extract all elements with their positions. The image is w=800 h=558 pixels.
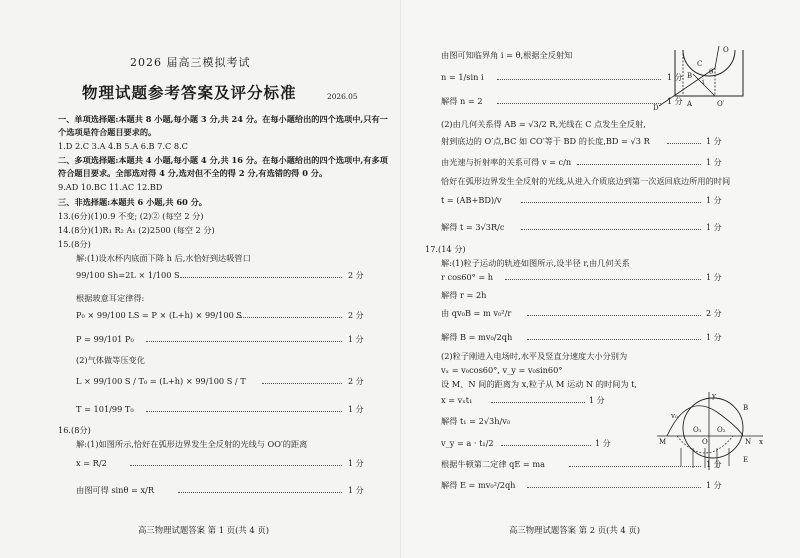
score-label: 1 分 xyxy=(706,158,722,167)
fig2-label-O1: O₁ xyxy=(693,426,702,434)
leader-line xyxy=(521,202,701,203)
q17-equation-2: 由 qv₀B = m v₀²/r xyxy=(441,308,512,318)
fig2-label-E: E xyxy=(743,456,749,464)
score-label: 1 分 xyxy=(348,405,364,414)
r-line-7: 恰好在弧形边界发生全反射的光线,从进入介质底边到第一次返回底边所用的时间 xyxy=(441,176,731,186)
q17-distance-intro: 设 M、N 间的距离为 x,粒子从 M 运动 N 的时间为 t, xyxy=(441,379,638,389)
q15-heading: 15.(8分) xyxy=(58,239,91,249)
score-label: 2 分 xyxy=(706,309,722,318)
score-label: 2 分 xyxy=(348,311,364,320)
answer-page-2 xyxy=(401,0,800,558)
q17-equation-x: x = vₓt₁ xyxy=(441,395,473,405)
score-label: 1 分 xyxy=(706,333,722,342)
fig1-label-theta: θ xyxy=(709,68,714,76)
q17-velocity-components: vₓ = v₀cos60°, v_y = v₀sin60° xyxy=(441,365,563,375)
score-label: 2 分 xyxy=(348,271,364,280)
particle-trajectory-figure xyxy=(647,388,767,472)
q17-equation-vy: v_y = a · t₁/2 xyxy=(441,438,494,448)
section2-answers: 9.AD 10.BC 11.AC 12.BD xyxy=(58,182,163,192)
score-label: 1 分 xyxy=(667,73,683,82)
fig1-label-i: i xyxy=(702,78,705,86)
fig1-label-O: O xyxy=(723,46,729,54)
section1-answers: 1.D 2.C 3.A 4.B 5.A 6.B 7.C 8.C xyxy=(58,141,188,151)
score-label: 1 分 xyxy=(667,97,683,106)
q15-equation-5: T = 101/99 T₀ xyxy=(76,404,134,414)
score-label: 1 分 xyxy=(589,396,605,405)
r-line-1: 由图可知临界角 i = θ,根据全反射知 xyxy=(441,50,573,60)
leader-line xyxy=(501,445,591,446)
leader-line xyxy=(262,383,342,384)
leader-line xyxy=(527,315,701,316)
score-label: 1 分 xyxy=(706,273,722,282)
q17-result-t1: 解得 t₁ = 2√3h/v₀ xyxy=(441,416,511,426)
q15-solution-intro: 解:(1)设水杯内底面下降 h 后,水恰好到达吸管口 xyxy=(76,253,251,263)
score-label: 1 分 xyxy=(348,459,364,468)
q14-answer: 14.(8分)(1)R₁ R₂ A₁ (2)2500 (每空 2 分) xyxy=(58,225,215,235)
fig1-label-A: A xyxy=(687,100,693,108)
leader-line xyxy=(521,229,701,230)
q17-result-B: 解得 B = mv₀/2qh xyxy=(441,332,513,342)
r-line-4: (2)由几何关系得 AB = √3/2 R,光线在 C 点发生全反射, xyxy=(441,119,646,129)
q15-equation-4: L × 99/100 S / T₀ = (L+h) × 99/100 S / T xyxy=(76,376,246,386)
score-label: 1 分 xyxy=(706,196,722,205)
q16-equation-2: 由图可得 sinθ = x/R xyxy=(76,485,154,495)
q17-equation-1: r cos60° = h xyxy=(441,272,494,282)
leader-line xyxy=(497,103,661,104)
fig2-label-M: M xyxy=(659,438,667,446)
leader-line xyxy=(527,339,701,340)
leader-line xyxy=(146,341,342,342)
r-equation-n: n = 1/sin i xyxy=(441,72,484,82)
fig2-label-v0: v₀ xyxy=(671,412,678,420)
fig2-label-O2: O₂ xyxy=(717,426,726,434)
section1-instr-line1: 一、单项选择题:本题共 8 小题,每小题 3 分,共 24 分。在每小题给出的四个选项中,只有一 xyxy=(58,114,388,124)
q17-result-r: 解得 r = 2h xyxy=(441,290,487,300)
leader-line xyxy=(146,411,342,412)
q16-solution-intro: 解:(1)如图所示,恰好在弧形边界发生全反射的光线与 OO′的距离 xyxy=(76,439,308,449)
q15-boyle-law: 根据玻意耳定律得: xyxy=(76,293,145,303)
q17-part2: (2)粒子刚进入电场时,水平及竖直分速度大小分别为 xyxy=(441,351,628,361)
q13-answer: 13.(6分)(1)0.9 不变; (2)② (每空 2 分) xyxy=(58,211,204,221)
fig2-label-O: O xyxy=(702,438,708,446)
q16-heading: 16.(8分) xyxy=(58,425,91,435)
q17-heading: 17.(14 分) xyxy=(425,244,466,254)
q17-solution-intro: 解:(1)粒子运动的轨迹如图所示,设半径 r,由几何关系 xyxy=(441,258,630,268)
fig1-label-C: C xyxy=(697,60,703,68)
fig2-label-x: x xyxy=(759,438,763,446)
score-label: 1 分 xyxy=(706,460,722,469)
section2-instr-line2: 符合题目要求。全部选对得 4 分,选对但不全的得 2 分,有选错的得 0 分。 xyxy=(58,168,328,178)
q16-equation-1: x = R/2 xyxy=(76,458,107,468)
fig2-label-y: y xyxy=(712,392,716,400)
r-result-n: 解得 n = 2 xyxy=(441,96,483,106)
q15-equation-1: 99/100 Sh=2L × 1/100 S xyxy=(76,270,180,280)
optics-figure xyxy=(653,44,753,112)
score-label: 2 分 xyxy=(348,377,364,386)
fig2-label-N: N xyxy=(745,438,752,446)
leader-line xyxy=(667,143,701,144)
leader-line xyxy=(236,317,342,318)
exam-date: 2026.05 xyxy=(327,92,358,101)
q17-result-E: 解得 E = mv₀²/2qh xyxy=(441,480,516,490)
r-line-5: 射到底边的 O′点,BC 如 CO′等于 BD 的长度,BD = √3 R xyxy=(441,136,650,146)
score-label: 1 分 xyxy=(595,439,611,448)
score-label: 1 分 xyxy=(706,481,722,490)
main-title: 物理试题参考答案及评分标准 xyxy=(82,84,297,102)
leader-line xyxy=(130,465,342,466)
score-label: 1 分 xyxy=(706,137,722,146)
leader-line xyxy=(505,279,701,280)
fig2-label-B: B xyxy=(743,404,749,412)
score-label: 1 分 xyxy=(706,223,722,232)
q15-equation-2: P₀ × 99/100 LS = P × (L+h) × 99/100 S xyxy=(76,310,242,320)
r-result-t: 解得 t = 3√3R/c xyxy=(441,222,505,232)
leader-line xyxy=(180,277,342,278)
leader-line xyxy=(491,402,585,403)
fig1-label-B: B xyxy=(687,72,693,80)
r-equation-t: t = (AB+BD)/v xyxy=(441,195,502,205)
leader-line xyxy=(178,492,342,493)
leader-line xyxy=(497,79,661,80)
leader-line xyxy=(577,164,701,165)
exam-title: 2026 届高三模拟考试 xyxy=(130,56,251,69)
section3-instr: 三、非选择题:本题共 6 小题,共 60 分。 xyxy=(58,197,207,207)
r-line-6: 由光速与折射率的关系可得 v = c/n xyxy=(441,157,572,167)
page-footer: 高三物理试题答案 第 1 页(共 4 页) xyxy=(138,525,270,535)
section1-instr-line2: 个选项是符合题目要求的。 xyxy=(58,127,157,137)
score-label: 1 分 xyxy=(348,335,364,344)
fig1-label-O-prime: O′ xyxy=(717,100,725,108)
leader-line xyxy=(527,487,701,488)
page-footer: 高三物理试题答案 第 2 页(共 4 页) xyxy=(509,525,641,535)
q17-newton-law: 根据牛顿第二定律 qE = ma xyxy=(441,459,546,469)
q15-equation-3: P = 99/101 P₀ xyxy=(76,334,134,344)
section2-instr-line1: 二、多项选择题:本题共 4 小题,每小题 4 分,共 16 分。在每小题给出的四个选项中,有多项 xyxy=(58,155,388,165)
fig1-label-D: D xyxy=(653,104,659,112)
score-label: 1 分 xyxy=(348,486,364,495)
q15-part2: (2)气体做等压变化 xyxy=(76,355,145,365)
